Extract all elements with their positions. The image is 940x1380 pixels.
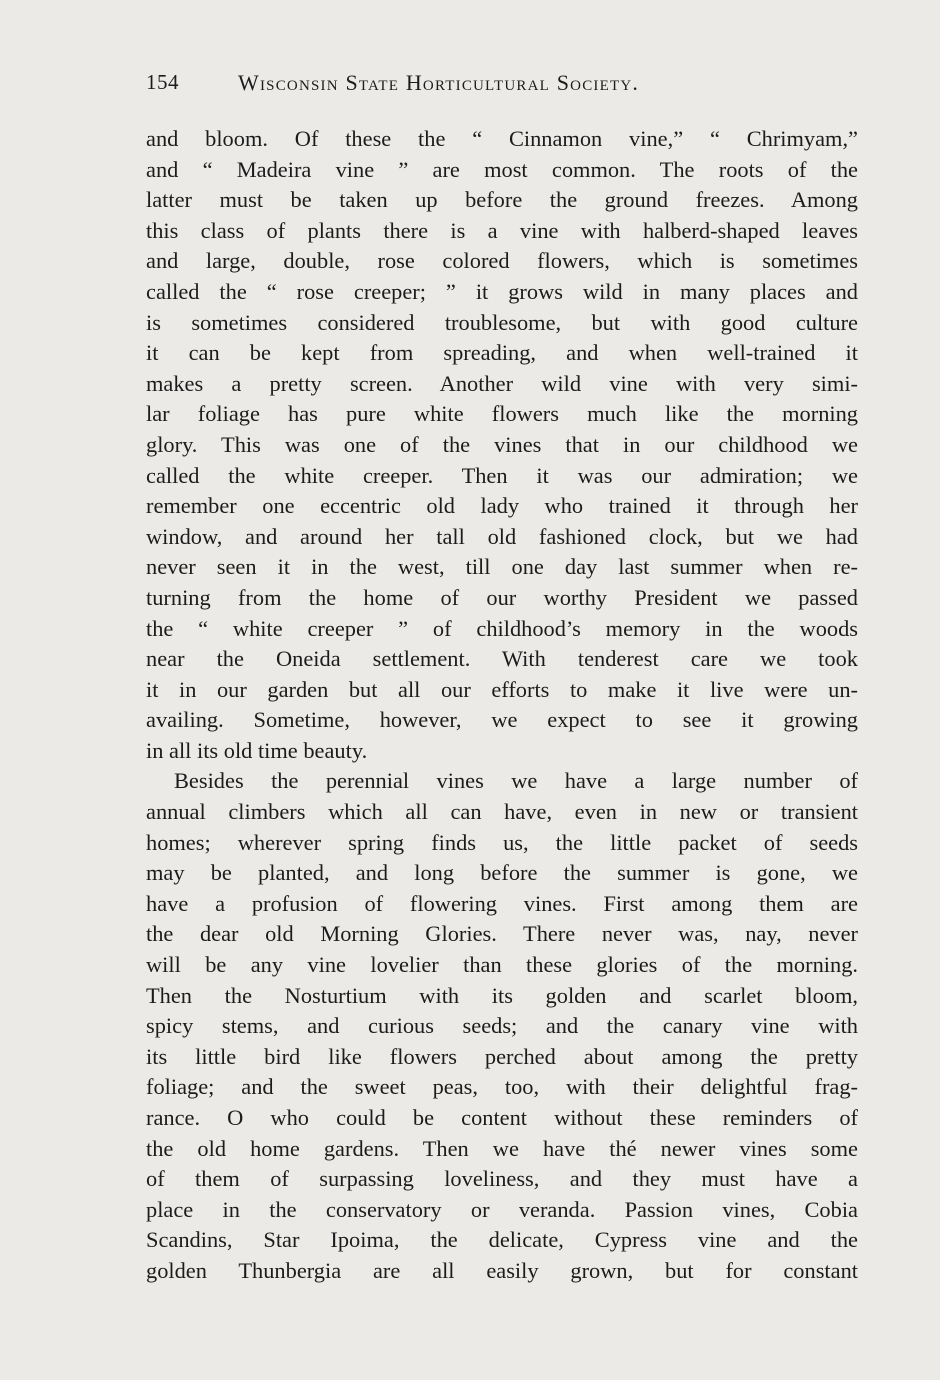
text-line: rance. O who could be content without these reminders of	[146, 1105, 858, 1130]
running-title: Wisconsin State Horticultural Society.	[238, 70, 640, 95]
text-line: will be any vine lovelier than these glories of the morning.	[146, 952, 858, 978]
text-line: golden Thunbergia are all easily grown, but for constant	[146, 1257, 858, 1283]
page-number: 154	[146, 70, 179, 94]
text-line: never seen it in the west, till one day last summer when re-	[146, 554, 858, 580]
text-line: have a profusion of flowering vines. First among them are	[146, 890, 858, 916]
text-line: makes a pretty screen. Another wild vine with very simi-	[146, 370, 858, 396]
text-line: called the white creeper. Then it was our admiration; we	[146, 462, 858, 488]
text-line: Scandins, Star Ipoima, the delicate, Cypress vine and the	[146, 1227, 858, 1253]
text-line: latter must be taken up before the ground freezes. Among	[146, 187, 858, 213]
text-line: and large, double, rose colored flowers, which is sometimes	[146, 248, 858, 274]
running-head	[146, 70, 866, 106]
text-line: the “ white creeper ” of childhood’s memory in the woods	[146, 615, 858, 641]
text-line: glory. This was one of the vines that in our childhood we	[146, 431, 858, 457]
text-line: and bloom. Of these the “ Cinnamon vine,” “ Chrimyam,”	[146, 126, 858, 151]
text-line: remember one eccentric old lady who trained it through her	[146, 493, 858, 519]
text-line: the old home gardens. Then we have thé newer vines some	[146, 1135, 858, 1161]
text-line: Then the Nosturtium with its golden and scarlet bloom,	[146, 982, 858, 1008]
text-line: this class of plants there is a vine with halberd-shaped leaves	[146, 217, 858, 243]
text-line: window, and around her tall old fashioned clock, but we had	[146, 523, 858, 549]
text-line: near the Oneida settlement. With tenderest care we took	[146, 646, 858, 672]
text-line: lar foliage has pure white flowers much like the morning	[146, 401, 858, 427]
text-line: its little bird like flowers perched about among the pretty	[146, 1043, 858, 1069]
text-line: the dear old Morning Glories. There never was, nay, never	[146, 921, 858, 947]
text-line: it can be kept from spreading, and when well-trained it	[146, 340, 858, 366]
text-line: annual climbers which all can have, even in new or transient	[146, 799, 858, 825]
paragraph-start-line: Besides the perennial vines we have a large number of	[174, 768, 858, 794]
text-line: spicy stems, and curious seeds; and the canary vine with	[146, 1013, 858, 1039]
text-line: may be planted, and long before the summer is gone, we	[146, 860, 858, 886]
text-line: availing. Sometime, however, we expect to see it growing	[146, 707, 858, 733]
text-line: homes; wherever spring finds us, the little packet of seeds	[146, 829, 858, 855]
paragraph-end-line: in all its old time beauty.	[146, 737, 368, 763]
text-line: place in the conservatory or veranda. Passion vines, Cobia	[146, 1196, 858, 1222]
text-line: foliage; and the sweet peas, too, with their delightful frag-	[146, 1074, 858, 1100]
body-text	[146, 124, 858, 1287]
text-line: of them of surpassing loveliness, and they must have a	[146, 1166, 858, 1192]
text-line: is sometimes considered troublesome, but with good culture	[146, 309, 858, 335]
text-line: it in our garden but all our efforts to make it live were un-	[146, 676, 858, 702]
text-line: called the “ rose creeper; ” it grows wild in many places and	[146, 278, 858, 304]
text-line: and “ Madeira vine ” are most common. The roots of the	[146, 156, 858, 182]
text-line: turning from the home of our worthy President we passed	[146, 584, 858, 610]
